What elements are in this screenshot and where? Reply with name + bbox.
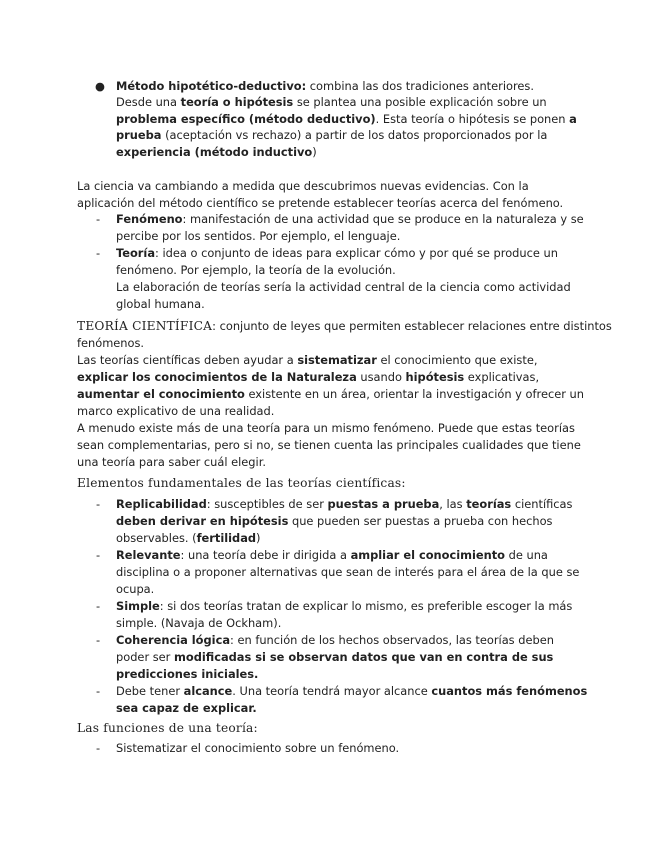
coherencia-line-2: poder ser modificadas si se observan datos que van en contra de sus [116, 650, 554, 664]
teoria-line-3: La elaboración de teorías sería la actividad central de la ciencia como actividad [116, 280, 571, 294]
intro-line-4: prueba (aceptación vs rechazo) a partir de los datos proporcionados por la [116, 128, 548, 142]
replicabilidad-line-3: observables. (fertilidad) [116, 531, 261, 545]
teoria-cientifica-line-6: marco explicativo de una realidad. [77, 404, 275, 418]
elementos-heading: Elementos fundamentales de las teorías científicas: [77, 476, 406, 490]
intro-line-3: problema específico (método deductivo). Esta teoría o hipótesis se ponen a [116, 112, 577, 126]
fenomeno-line-1: Fenómeno: manifestación de una actividad que se produce en la naturaleza y se [116, 212, 584, 226]
teoria-cientifica-line-5: aumentar el conocimiento existente en un área, orientar la investigación y ofrecer un [77, 387, 584, 401]
teoria-cientifica-heading: TEORÍA CIENTÍFICA [77, 319, 213, 333]
relevante-line-3: ocupa. [116, 582, 155, 596]
replicabilidad-line-1: Replicabilidad: susceptibles de ser puestas a prueba, las teorías científicas [116, 497, 573, 511]
teoria-cientifica-line-2: fenómenos. [77, 336, 145, 350]
bullet-marker: ● [95, 79, 105, 93]
ciencia-line-1: La ciencia va cambiando a medida que descubrimos nuevas evidencias. Con la [77, 179, 529, 193]
dash-marker: - [96, 497, 101, 511]
teoria-cientifica-line-3: Las teorías científicas deben ayudar a sistematizar el conocimiento que existe, [77, 353, 538, 367]
teoria-line-2: fenómeno. Por ejemplo, la teoría de la evolución. [116, 263, 396, 277]
intro-line-2: Desde una teoría o hipótesis se plantea una posible explicación sobre un [116, 95, 547, 109]
fenomeno-line-2: percibe por los sentidos. Por ejemplo, el lenguaje. [116, 229, 401, 243]
alcance-line-1: Debe tener alcance. Una teoría tendrá mayor alcance cuantos más fenómenos [116, 684, 588, 698]
dash-marker: - [96, 599, 101, 613]
dash-marker: - [96, 633, 101, 647]
alcance-line-2: sea capaz de explicar. [116, 701, 257, 715]
funciones-item-1: Sistematizar el conocimiento sobre un fenómeno. [116, 741, 400, 755]
relevante-line-2: disciplina o a proponer alternativas que sean de interés para el área de la que se [116, 565, 580, 579]
simple-line-2: simple. (Navaja de Ockham). [116, 616, 282, 630]
replicabilidad-line-2: deben derivar en hipótesis que pueden ser puestas a prueba con hechos [116, 514, 553, 528]
intro-line-5: experiencia (método inductivo) [116, 145, 317, 159]
dash-marker: - [96, 212, 101, 226]
teoria-cientifica-line-8: sean complementarias, pero si no, se tienen cuenta las principales cualidades que tiene [77, 438, 581, 452]
ciencia-line-2: aplicación del método científico se pretende establecer teorías acerca del fenómeno. [77, 196, 564, 210]
teoria-line-4: global humana. [116, 297, 205, 311]
simple-line-1: Simple: si dos teorías tratan de explicar lo mismo, es preferible escoger la más [116, 599, 573, 613]
teoria-cientifica-line-4: explicar los conocimientos de la Naturaleza usando hipótesis explicativas, [77, 370, 540, 384]
dash-marker: - [96, 246, 101, 260]
teoria-cientifica-line-9: una teoría para saber cuál elegir. [77, 455, 266, 469]
dash-marker: - [96, 741, 101, 755]
coherencia-line-3: predicciones iniciales. [116, 667, 259, 681]
teoria-cientifica-line-1: TEORÍA CIENTÍFICA: conjunto de leyes que permiten establecer relaciones entre distintos [77, 319, 612, 333]
funciones-heading: Las funciones de una teoría: [77, 721, 258, 735]
dash-marker: - [96, 684, 101, 698]
teoria-cientifica-line-7: A menudo existe más de una teoría para un mismo fenómeno. Puede que estas teorías [77, 421, 575, 435]
relevante-line-1: Relevante: una teoría debe ir dirigida a ampliar el conocimiento de una [116, 548, 548, 562]
dash-marker: - [96, 548, 101, 562]
teoria-line-1: Teoría: idea o conjunto de ideas para explicar cómo y por qué se produce un [116, 246, 558, 260]
intro-line-1: Método hipotético-deductivo: combina las dos tradiciones anteriores. [116, 79, 534, 93]
coherencia-line-1: Coherencia lógica: en función de los hechos observados, las teorías deben [116, 633, 554, 647]
